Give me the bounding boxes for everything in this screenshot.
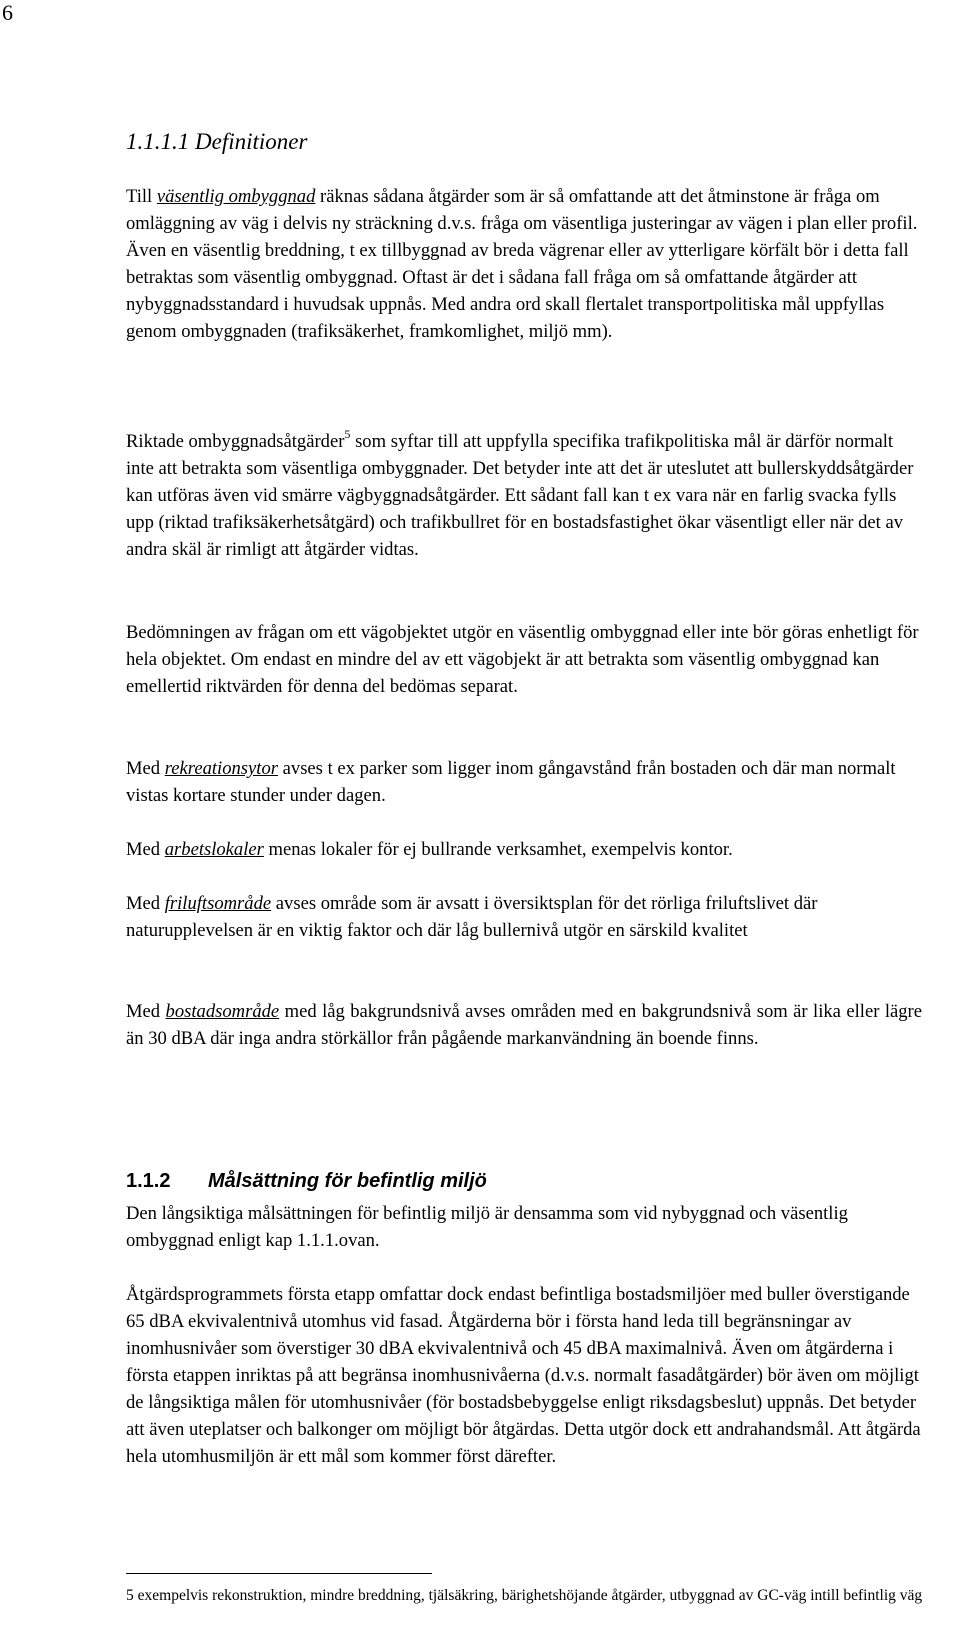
paragraph-bostadsomrade bbox=[126, 998, 922, 1052]
paragraph-lead: Med bbox=[126, 1001, 166, 1022]
paragraph-lead: Med bbox=[126, 893, 165, 914]
paragraph-rekreationsytor bbox=[126, 755, 922, 809]
paragraph-arbetslokaler bbox=[126, 836, 922, 863]
defined-term: friluftsområde bbox=[164, 893, 272, 914]
section-heading-malsattning bbox=[126, 1168, 487, 1194]
paragraph-lead: Till bbox=[126, 186, 157, 207]
paragraph-vasentlig-ombyggnad bbox=[126, 183, 922, 345]
section-title: Målsättning för befintlig miljö bbox=[208, 1170, 487, 1192]
defined-term: bostadsområde bbox=[165, 1001, 280, 1022]
paragraph-lead: Med bbox=[126, 758, 165, 779]
footnote-separator bbox=[126, 1573, 432, 1574]
footnote-5: 5 exempelvis rekonstruktion, mindre breddning, tjälsäkring, bärighetshöjande åtgärder, utbyggnad av GC-väg intill befintlig väg bbox=[126, 1587, 923, 1604]
defined-term: väsentlig ombyggnad bbox=[156, 186, 316, 207]
section-heading-definitioner: 1.1.1.1 Definitioner bbox=[126, 129, 308, 154]
paragraph-atgardsprogrammet: Åtgärdsprogrammets första etapp omfattar dock endast befintliga bostadsmiljöer med buller överstigande 65 dBA ekvivalentnivå utomhus vid fasad. Åtgärderna bör i första hand leda till begränsningar av inomhusnivåer som överstiger 30 dBA ekvivalentnivå och 45 dBA maximalnivå. Även om åtgärderna i första etappen inriktas på att begränsa inomhusnivåerna (d.v.s. normalt fasadåtgärder) bör även om möjligt de långsiktiga målen för utomhusnivåer (för bostadsbebyggelse enligt riksdagsbeslut) uppnås. Det betyder att även uteplatser och balkonger om möjligt bör åtgärdas. Detta utgör dock ett andrahandsmål. Att åtgärda hela utomhusmiljön är ett mål som kommer först därefter. bbox=[126, 1284, 921, 1467]
paragraph-lead: Riktade ombyggnadsåtgärder bbox=[126, 431, 345, 452]
paragraph-lead: Med bbox=[126, 839, 165, 860]
defined-term: arbetslokaler bbox=[164, 839, 264, 860]
paragraph-text: avses område som är avsatt i översiktsplan för det rörliga friluftslivet där naturupplevelsen är en viktig faktor och där låg bullernivå utgör en särskild kvalitet bbox=[126, 893, 818, 941]
paragraph-riktade-ombyggnadsatgarder bbox=[126, 428, 922, 563]
paragraph-text: avses t ex parker som ligger inom gångavstånd från bostaden och där man normalt vistas kortare stunder under dagen. bbox=[126, 758, 896, 806]
defined-term: rekreationsytor bbox=[164, 758, 278, 779]
paragraph-text: med låg bakgrundsnivå avses områden med en bakgrundsnivå som är lika eller lägre än 30 dBA där inga andra störkällor från pågående markanvändning än boende finns. bbox=[126, 1001, 922, 1049]
page-number: 6 bbox=[2, 0, 13, 25]
paragraph-text: räknas sådana åtgärder som är så omfattande att det åtminstone är fråga om omläggning av väg i delvis ny sträckning d.v.s. fråga om väsentliga justeringar av vägen i plan eller profil. Även en väsentlig breddning, t ex tillbyggnad av breda vägrenar eller av ytterligare körfält bör i detta fall betraktas som väsentlig ombyggnad. Oftast är det i sådana fall fråga om så omfattande åtgärder att nybyggnadsstandard i huvudsak uppnås. Med andra ord skall flertalet transportpolitiska mål uppfyllas genom ombyggnaden (trafiksäkerhet, framkomlighet, miljö mm). bbox=[126, 186, 918, 342]
paragraph-bedomningen: Bedömningen av frågan om ett vägobjektet utgör en väsentlig ombyggnad eller inte bör göras enhetligt för hela objektet. Om endast en mindre del av ett vägobjekt är att betrakta som väsentlig ombyggnad kan emellertid riktvärden för denna del bedömas separat. bbox=[126, 622, 919, 697]
paragraph-friluftsomrade bbox=[126, 890, 922, 944]
paragraph-text: som syftar till att uppfylla specifika trafikpolitiska mål är därför normalt inte att betrakta som väsentliga ombyggnader. Det betyder inte att det är uteslutet att bullerskyddsåtgärder kan utföras även vid smärre vägbyggnadsåtgärder. Ett sådant fall kan t ex vara när en farlig svacka fylls upp (riktad trafiksäkerhetsåtgärd) och trafikbullret för en bostadsfastighet ökar väsentligt eller när det av andra skäl är rimligt att åtgärder vidtas. bbox=[126, 431, 914, 560]
section-number: 1.1.2 bbox=[126, 1170, 171, 1192]
paragraph-langsiktiga-malsattning: Den långsiktiga målsättningen för befintlig miljö är densamma som vid nybyggnad och väsentlig ombyggnad enligt kap 1.1.1.ovan. bbox=[126, 1203, 848, 1251]
paragraph-text: menas lokaler för ej bullrande verksamhet, exempelvis kontor. bbox=[263, 839, 733, 860]
footnote-reference: 5 bbox=[344, 426, 351, 441]
